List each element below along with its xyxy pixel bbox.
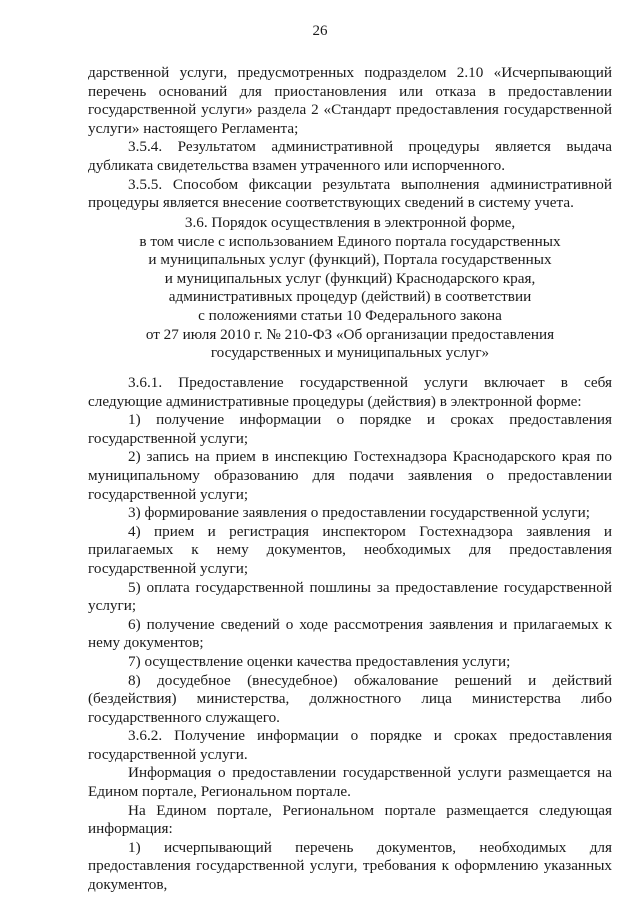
- heading-line: от 27 июля 2010 г. № 210-ФЗ «Об организации предоставления: [145, 325, 555, 343]
- portal-list-item-1: 1) исчерпывающий перечень документов, необходимых для предоставления государственной услуги, требования к оформлению указанных документов,: [88, 838, 612, 894]
- top-section: [88, 64, 612, 213]
- paragraph-3-5-4: 3.5.4. Результатом административной процедуры является выдача дубликата свидетельства взамен утраченного или испорченного.: [88, 138, 612, 174]
- paragraph-portal-info: На Едином портале, Региональном портале размещается следующая информация:: [88, 801, 612, 838]
- page-number: 26: [312, 23, 328, 39]
- paragraph-3-6-2: 3.6.2. Получение информации о порядке и сроках предоставления государственной услуги.: [88, 727, 612, 763]
- heading-line: в том числе с использованием Единого портала государственных: [139, 232, 561, 250]
- heading-line: административных процедур (действий) в соответствии: [168, 288, 532, 306]
- list-item-3: 3) формирование заявления о предоставлении государственной услуги;: [128, 504, 590, 522]
- heading-line: государственных и муниципальных услуг»: [210, 344, 490, 362]
- list-item-1: 1) получение информации о порядке и сроках предоставления государственной услуги;: [88, 411, 612, 447]
- heading-line: и муниципальных услуг (функций) Краснодарского края,: [164, 269, 536, 287]
- heading-line: 3.6. Порядок осуществления в электронной форме,: [184, 214, 516, 231]
- paragraph-info-placement: Информация о предоставлении государственной услуги размещается на Едином портале, Региональном портале.: [88, 764, 612, 801]
- body-section: [88, 374, 612, 895]
- list-item-4: 4) прием и регистрация инспектором Гостехнадзора заявления и прилагаемых к нему документов, необходимых для предоставления государственной услуги;: [88, 522, 612, 577]
- list-item-2: 2) запись на прием в инспекцию Гостехнадзора Краснодарского края по муниципальному образованию для подачи заявления о предоставлении государственной услуги;: [88, 448, 612, 503]
- list-item-6: 6) получение сведений о ходе рассмотрения заявления и прилагаемых к нему документов;: [88, 615, 612, 652]
- heading-line: и муниципальных услуг (функций), Портала государственных: [148, 251, 552, 269]
- paragraph-3-5-5: 3.5.5. Способом фиксации результата выполнения административной процедуры является внесение соответствующих сведений в систему учета.: [88, 175, 612, 212]
- heading-line: с положениями статьи 10 Федерального закона: [198, 306, 502, 324]
- paragraph-continuation: дарственной услуги, предусмотренных подразделом 2.10 «Исчерпывающий перечень оснований для приостановления или отказа в предоставлении государственной услуги» раздела 2 «Стандарт предоставления государственной услуги» настоящего Регламента;: [88, 64, 612, 137]
- list-item-8: 8) досудебное (внесудебное) обжалование решений и действий (бездействия) министерства, должностного лица министерства либо государственного служащего.: [88, 671, 612, 726]
- section-heading-3-6: [88, 214, 612, 363]
- paragraph-3-6-1: 3.6.1. Предоставление государственной услуги включает в себя следующие административные процедуры (действия) в электронной форме:: [88, 374, 612, 410]
- list-item-7: 7) осуществление оценки качества предоставления услуги;: [128, 652, 511, 670]
- list-item-5: 5) оплата государственной пошлины за предоставление государственной услуги;: [88, 578, 612, 615]
